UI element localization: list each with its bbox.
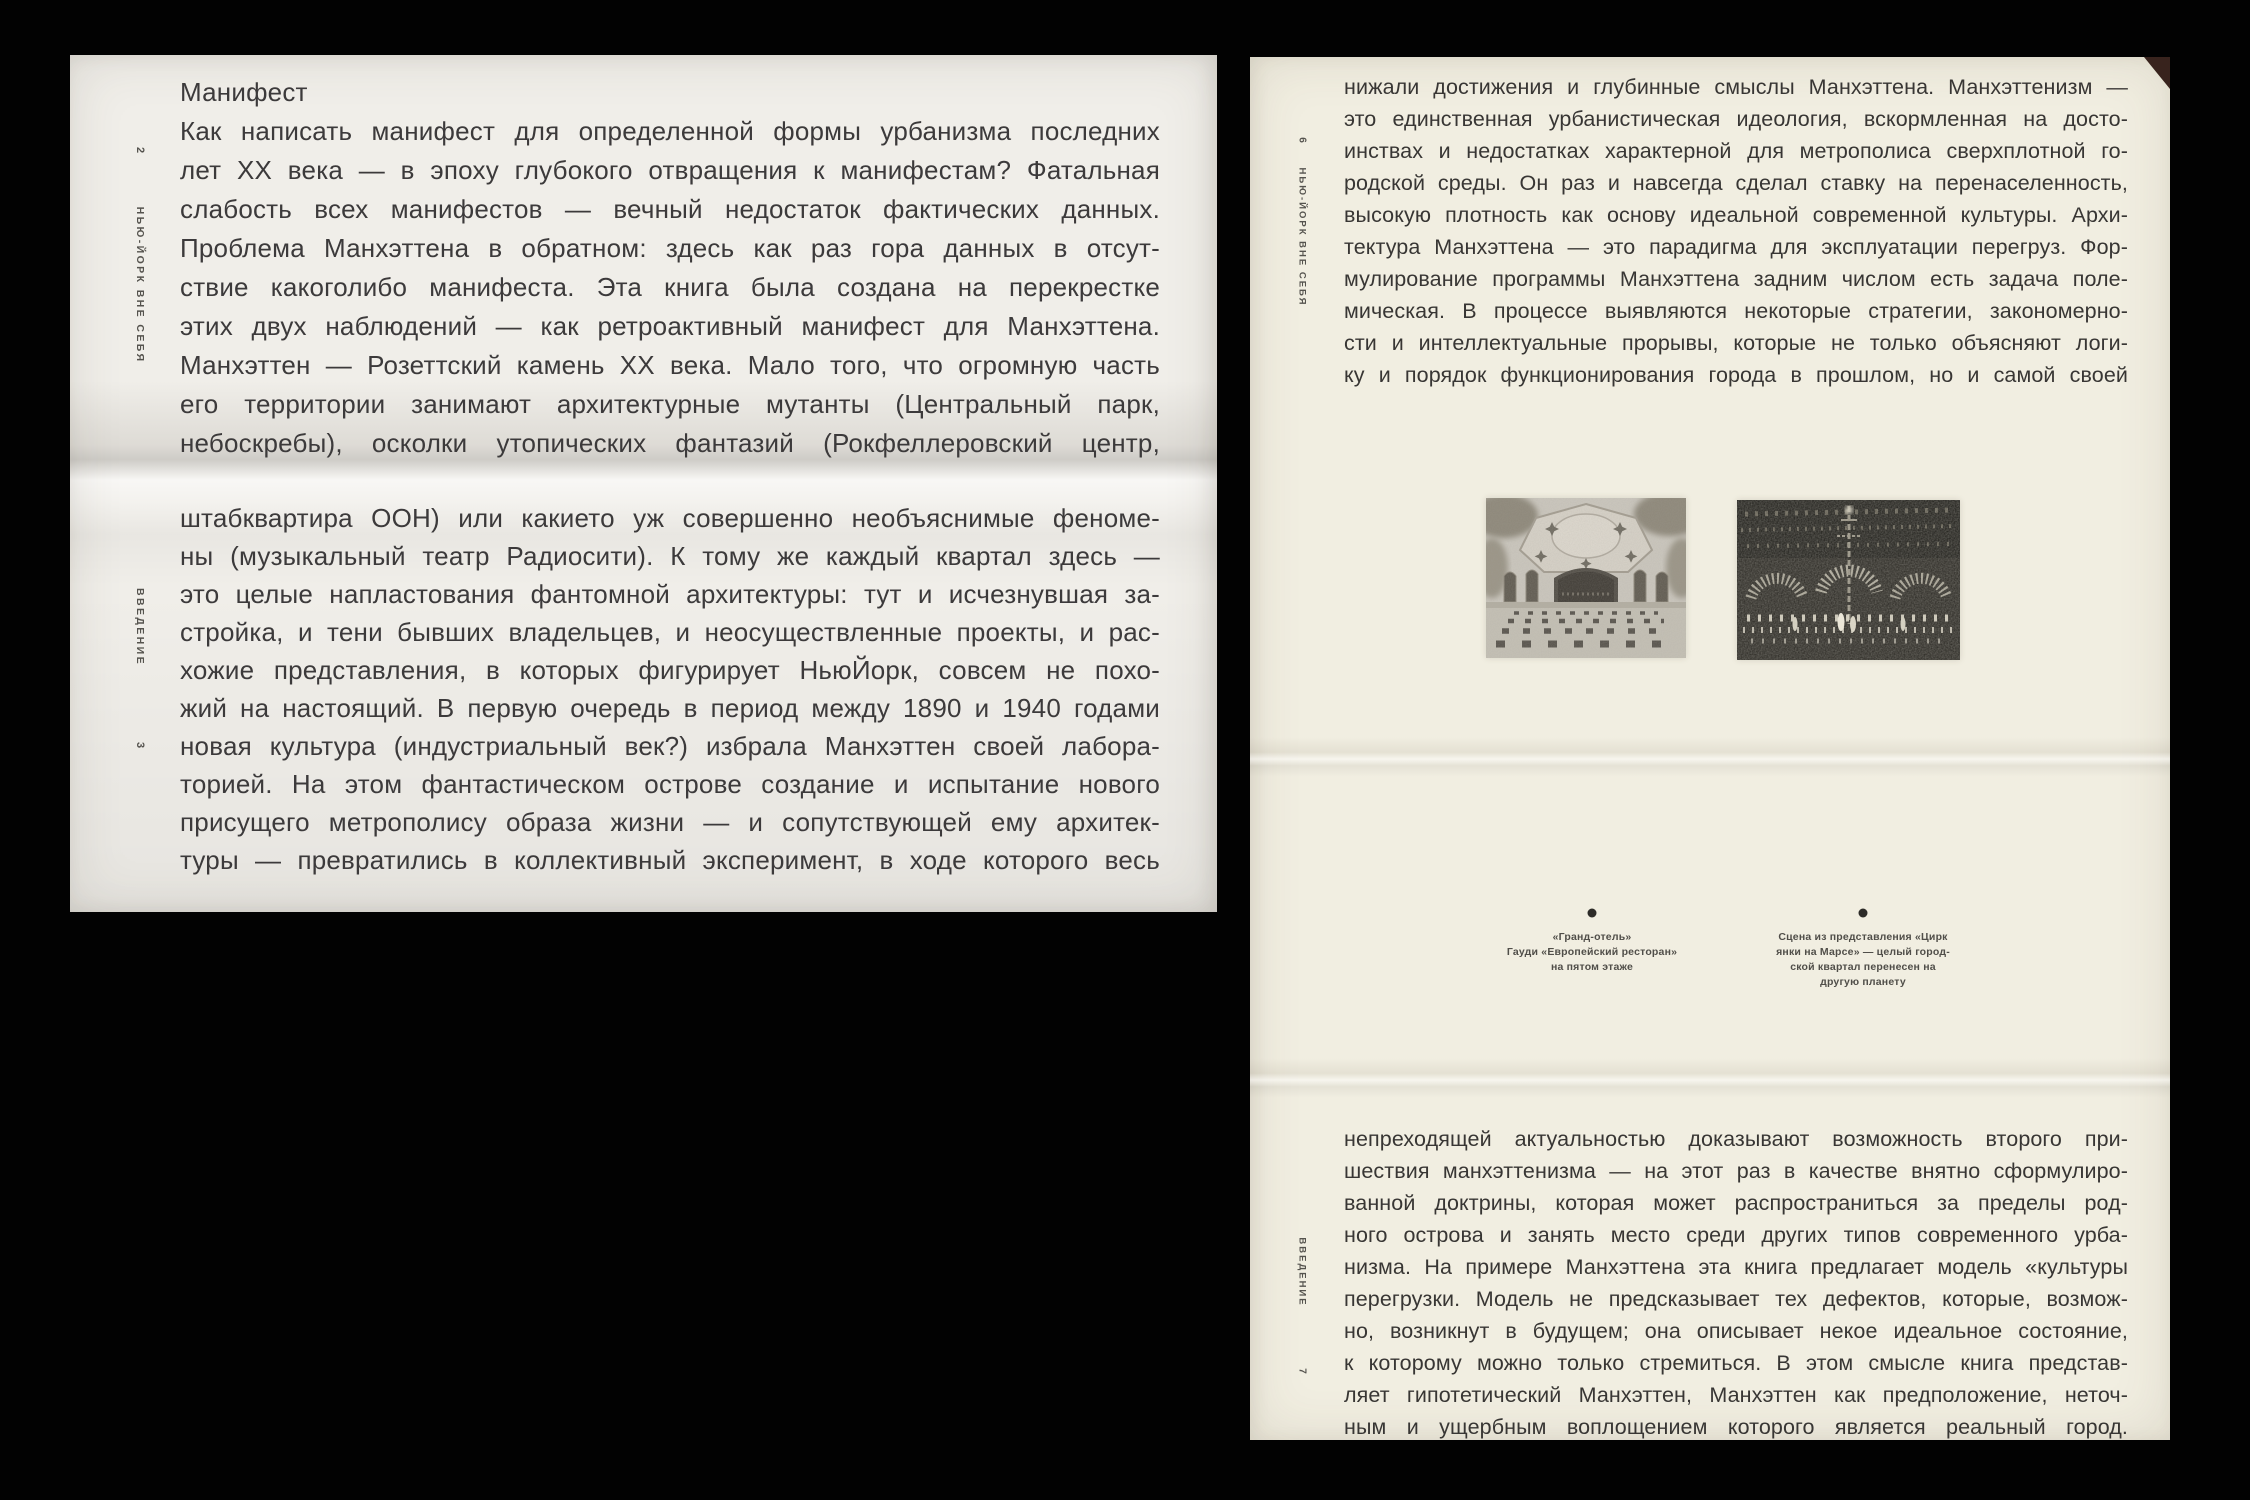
text-line: инствах и недостатках характерной для метрополиса сверхплотной го- [1344,139,2128,163]
figure-marker-dot [1588,909,1597,918]
text-line: ляет гипотетический Манхэттен, Манхэттен как предположение, неточ- [1344,1383,2128,1407]
figure-marker-dot [1859,909,1868,918]
left-text-block-1 [180,73,1160,463]
text-line: хожие представления, в которых фигурирует НьюЙорк, совсем не похо- [180,655,1160,685]
text-line: на пятом этаже [1550,961,1634,973]
right-text-top [1344,71,2128,391]
text-line: нижали достижения и глубинные смыслы Манхэттена. Манхэттенизм — [1344,75,2128,99]
figure-caption-circus [1723,930,2003,990]
left-text-block-2 [180,499,1160,879]
figure-caption-grand-hotel [1452,930,1732,975]
series-title-vertical: НЬЮ-ЙОРК ВНЕ СЕБЯ [1296,167,1308,307]
text-line: штабквартира ООН) или какието уж совершенно необъяснимые феноме- [180,503,1160,533]
text-line: низма. На примере Манхэттена эта книга предлагает модель «культуры [1344,1255,2128,1279]
text-line: мулирование программы Манхэттена задним числом есть задача поле- [1344,267,2128,291]
text-line: Манхэттен — Розеттский камень ХХ века. Мало того, что огромную часть [180,350,1160,380]
text-line: туры — превратились в коллективный эксперимент, в ходе которого весь [180,845,1160,875]
page-number-6: 6 [1296,137,1308,143]
text-line: Как написать манифест для определенной формы урбанизма последних [180,116,1160,146]
section-title-vertical: ВВЕДЕНИЕ [1296,1237,1308,1307]
figure-grand-hotel-photo [1486,498,1686,658]
text-line: мическая. В процессе выявляются некоторые стратегии, закономерно- [1344,299,2128,323]
manifesto-heading: Манифест [180,77,308,107]
series-title-vertical: НЬЮ-ЙОРК ВНЕ СЕБЯ [134,206,146,364]
grand-hotel-interior-image [1486,498,1686,658]
text-line: «Гранд-отель» [1552,931,1632,943]
text-line: это единственная урбанистическая идеология, вскормленная на досто- [1344,107,2128,131]
page-number-7: 7 [1296,1368,1308,1374]
text-line: жий на настоящий. В первую очередь в период между 1890 и 1940 годами [180,693,1160,723]
text-line: это целые напластования фантомной архитектуры: тут и исчезнувшая за- [180,579,1160,609]
text-line: сти и интеллектуальные прорывы, которые не только объясняют логи- [1344,331,2128,355]
text-line: небоскребы), осколки утопических фантазий (Рокфеллеровский центр, [180,428,1160,458]
text-line: новая культура (индустриальный век?) избрала Манхэттен своей лабора- [180,731,1160,761]
text-line: тектура Манхэттена — это парадигма для эксплуатации перегруз. Фор- [1344,235,2128,259]
text-line: ного острова и занять место среди других типов современного урба- [1344,1223,2128,1247]
text-line: непреходящей актуальностью доказывают возможность второго при- [1344,1127,2128,1151]
text-line: родской среды. Он раз и навсегда сделал ставку на перенаселенность, [1344,171,2128,195]
text-line: высокую плотность как основу идеальной современной культуры. Архи- [1344,203,2128,227]
fold-crease [1250,737,2170,777]
page-number-2: 2 [134,146,146,154]
page-number-3: 3 [134,741,146,749]
text-line: янки на Марсе» — целый город- [1776,946,1950,958]
text-line: Проблема Манхэттена в обратном: здесь как раз гора данных в отсут- [180,233,1160,263]
figure-circus-scene-photo [1737,500,1960,660]
text-line: ным и ущербным воплощением которого является реальный город. [1344,1415,2128,1439]
text-line: стройка, и тени бывших владельцев, и неосуществленные проекты, и рас- [180,617,1160,647]
text-line: ванной доктрины, которая может распространиться за пределы род- [1344,1191,2128,1215]
text-line: лет ХХ века — в эпоху глубокого отвращения к манифестам? Фатальная [180,155,1160,185]
text-line: другую планету [1820,976,1906,988]
text-line: к которому можно только стремиться. В этом смысле книга представ- [1344,1351,2128,1375]
text-line: присущего метрополису образа жизни — и сопутствующей ему архитек- [180,807,1160,837]
text-line: ской квартал перенесен на [1790,961,1936,973]
fold-crease [1250,1058,2170,1098]
text-line: этих двух наблюдений — как ретроактивный манифест для Манхэттена. [180,311,1160,341]
text-line: ствие какоголибо манифеста. Эта книга была создана на перекрестке [180,272,1160,302]
text-line: но, возникнут в будущем; она описывает некое идеальное состояние, [1344,1319,2128,1343]
text-line: ны (музыкальный театр Радиосити). К тому же каждый квартал здесь — [180,541,1160,571]
text-line: его территории занимают архитектурные мутанты (Центральный парк, [180,389,1160,419]
left-page [70,55,1217,912]
section-title-vertical: ВВЕДЕНИЕ [134,588,146,666]
circus-scene-image [1737,500,1960,660]
text-line: слабость всех манифестов — вечный недостаток фактических данных. [180,194,1160,224]
text-line: шествия манхэттенизма — на этот раз в качестве внятно сформулиро- [1344,1159,2128,1183]
text-line: Гауди «Европейский ресторан» [1506,946,1678,958]
text-line: перегрузки. Модель не предсказывает тех дефектов, которые, возмож- [1344,1287,2128,1311]
text-line: торией. На этом фантастическом острове создание и испытание нового [180,769,1160,799]
text-line: ку и порядок функционирования города в прошлом, но и самой своей [1344,363,2128,387]
right-page [1250,57,2170,1440]
text-line: Сцена из представления «Цирк [1778,931,1948,943]
right-text-bottom [1344,1123,2128,1443]
page-corner-flap [2144,57,2170,89]
